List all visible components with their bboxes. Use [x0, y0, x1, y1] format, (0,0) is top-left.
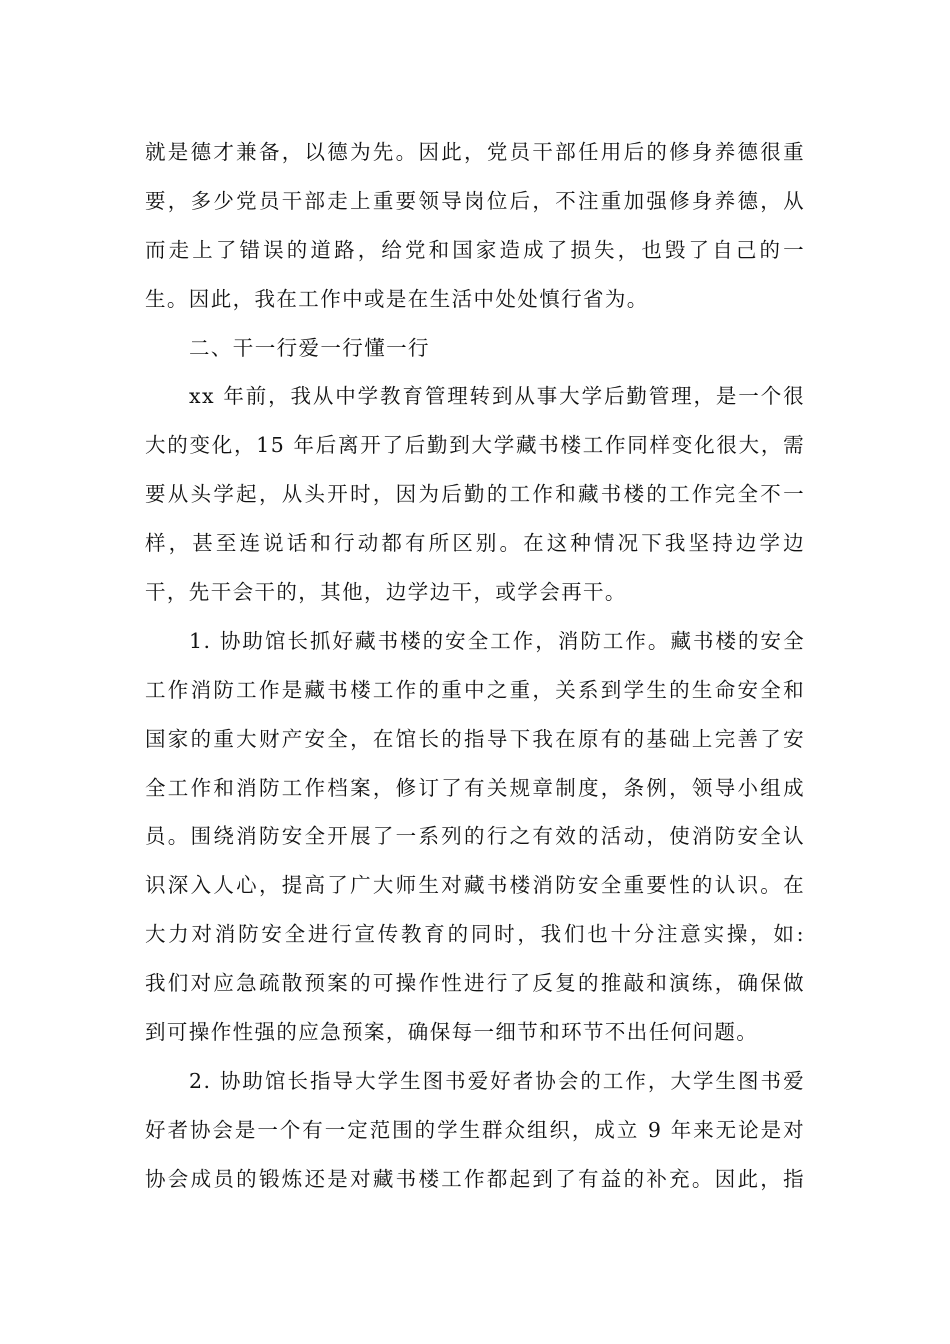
- text-line: 识深入人心，提高了广大师生对藏书楼消防安全重要性的认识。在: [145, 873, 805, 898]
- document-body: [145, 128, 805, 1204]
- text-line: 我们对应急疏散预案的可操作性进行了反复的推敲和演练，确保做: [145, 971, 805, 996]
- text-line: 大力对消防安全进行宣传教育的同时，我们也十分注意实操，如:: [145, 922, 805, 947]
- text-line: 1. 协助馆长抓好藏书楼的安全工作，消防工作。藏书楼的安全: [189, 628, 805, 653]
- text-line: 2. 协助馆长指导大学生图书爱好者协会的工作，大学生图书爱: [189, 1068, 805, 1093]
- text-line: 到可操作性强的应急预案，确保每一细节和环节不出任何问题。: [145, 1020, 759, 1045]
- text-line: 就是德才兼备，以德为先。因此，党员干部任用后的修身养德很重: [145, 140, 805, 164]
- text-line: 生。因此，我在工作中或是在生活中处处慎行省为。: [145, 286, 649, 311]
- text-line: 要，多少党员干部走上重要领导岗位后，不注重加强修身养德，从: [145, 188, 805, 213]
- paragraph-4: [145, 1057, 805, 1204]
- text-line: 干，先干会干的，其他，边学边干，或学会再干。: [145, 580, 627, 605]
- paragraph-3: [145, 617, 805, 1057]
- heading-text: 二、干一行爱一行懂一行: [189, 335, 430, 360]
- text-line: 而走上了错误的道路，给党和国家造成了损失，也毁了自己的一: [145, 237, 805, 262]
- text-line: 协会成员的锻炼还是对藏书楼工作都起到了有益的补充。因此，指: [145, 1166, 805, 1191]
- text-line: 要从头学起，从头开时，因为后勤的工作和藏书楼的工作完全不一: [145, 482, 805, 507]
- text-line: 工作消防工作是藏书楼工作的重中之重，关系到学生的生命安全和: [145, 677, 805, 702]
- paragraph-1: [145, 128, 805, 324]
- text-line: 大的变化，15 年后离开了后勤到大学藏书楼工作同样变化很大，需: [145, 433, 805, 458]
- text-line: xx 年前，我从中学教育管理转到从事大学后勤管理，是一个很: [189, 384, 805, 409]
- text-line: 员。围绕消防安全开展了一系列的行之有效的活动，使消防安全认: [145, 824, 805, 849]
- text-line: 好者协会是一个有一定范围的学生群众组织，成立 9 年来无论是对: [145, 1117, 805, 1142]
- section-heading: [145, 324, 805, 373]
- text-line: 国家的重大财产安全，在馆长的指导下我在原有的基础上完善了安: [145, 726, 805, 751]
- paragraph-2: [145, 372, 805, 616]
- text-line: 全工作和消防工作档案，修订了有关规章制度，条例，领导小组成: [145, 775, 805, 800]
- text-line: 样，甚至连说话和行动都有所区别。在这种情况下我坚持边学边: [145, 531, 805, 556]
